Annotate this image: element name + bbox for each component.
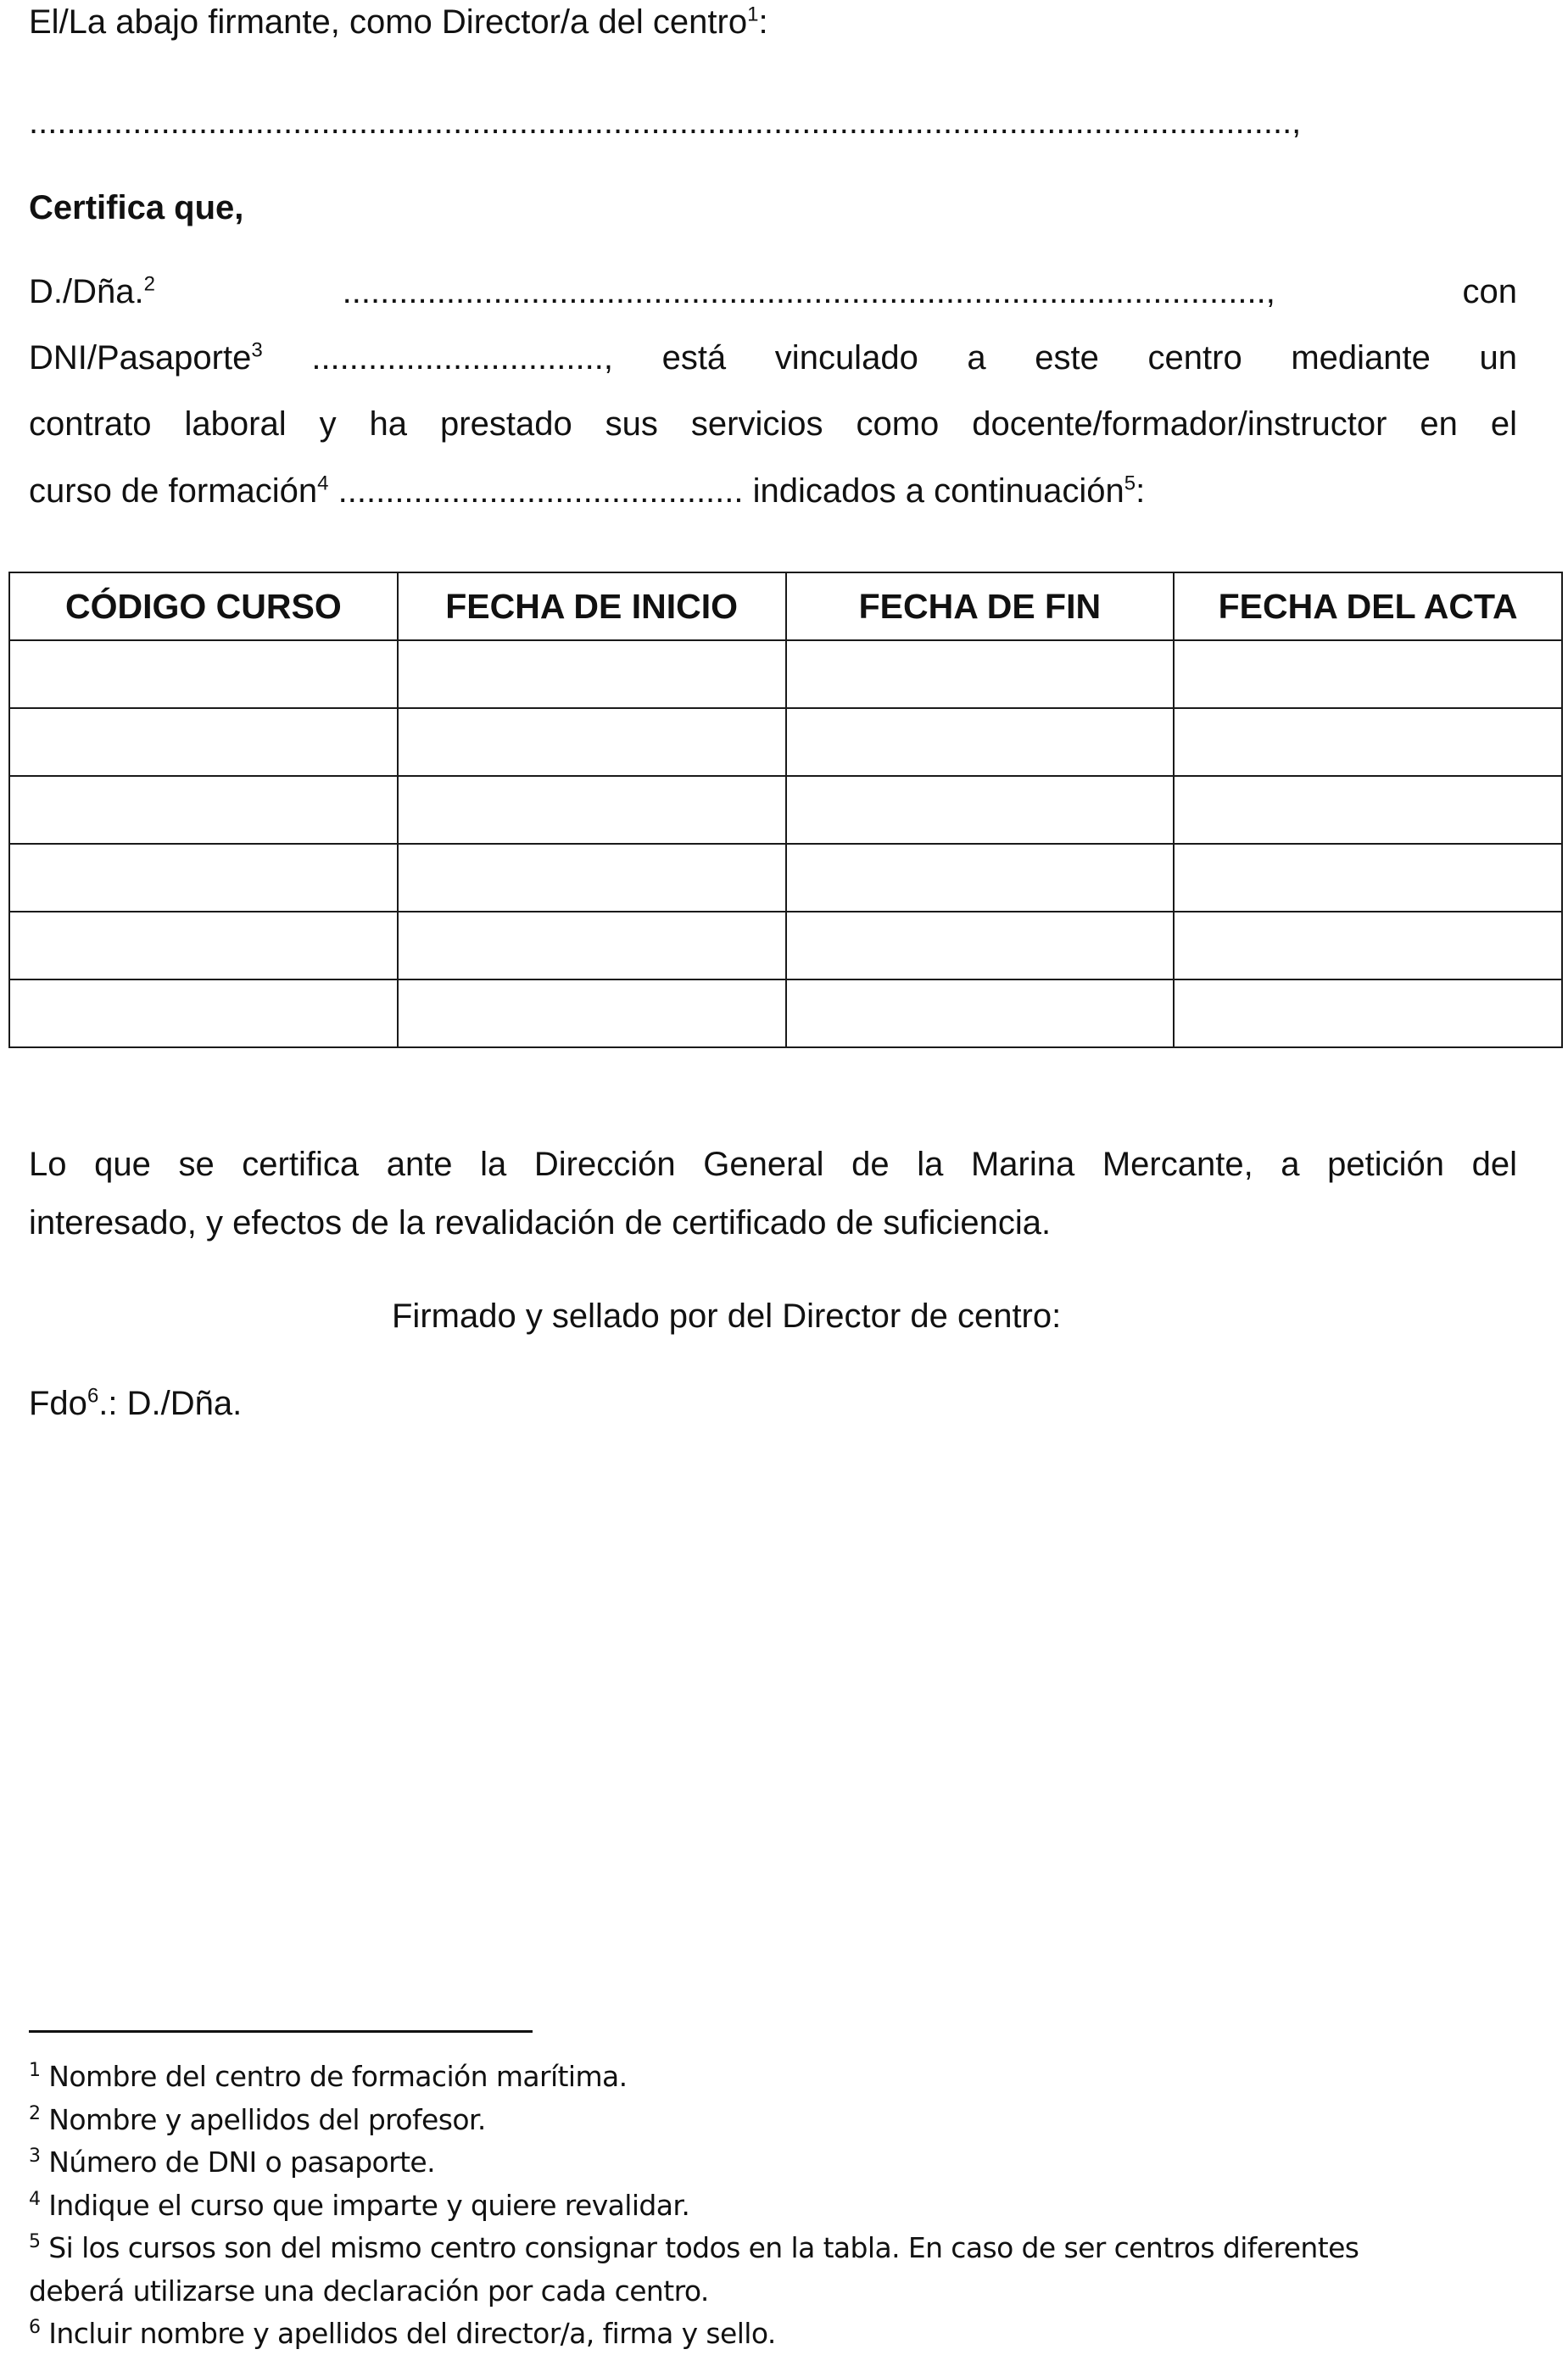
paragraph-line-2: [29, 338, 1517, 378]
footnote-number: 2: [29, 2102, 41, 2124]
footnote-item: [29, 2227, 1359, 2269]
table-cell[interactable]: [1174, 640, 1562, 708]
footnote-item: [29, 2099, 486, 2141]
table-cell[interactable]: [786, 844, 1175, 912]
certifica-heading: Certifica que,: [29, 189, 244, 226]
intro-text: El/La abajo firmante, como Director/a del centro: [29, 3, 748, 41]
table-row: [9, 844, 1562, 912]
table-cell[interactable]: [1174, 912, 1562, 979]
name-fill: ..................................................................................................,: [342, 273, 1275, 310]
footnote-ref-2: 2: [143, 272, 155, 296]
footnote-text: Si los cursos son del mismo centro consignar todos en la tabla. En caso de ser centros diferentes: [48, 2231, 1359, 2264]
table-cell[interactable]: [398, 844, 786, 912]
footnote-text: Nombre del centro de formación marítima.: [48, 2060, 628, 2093]
table-cell[interactable]: [398, 776, 786, 844]
intro-colon: :: [758, 3, 768, 41]
footnote-text: Indique el curso que imparte y quiere revalidar.: [48, 2188, 690, 2222]
table-cell[interactable]: [786, 776, 1175, 844]
footnote-number: 6: [29, 2317, 41, 2338]
footnote-text: Número de DNI o pasaporte.: [48, 2146, 436, 2179]
footnote-ref-1: 1: [747, 3, 759, 26]
courses-table: [8, 572, 1563, 1048]
table-cell[interactable]: [786, 640, 1175, 708]
dni-label: DNI/Pasaporte$^3$: [29, 338, 263, 377]
footnote-ref-3: 3: [251, 338, 263, 362]
table-row: [9, 708, 1562, 776]
table-cell[interactable]: [9, 640, 398, 708]
table-cell[interactable]: [786, 979, 1175, 1047]
table-cell[interactable]: [398, 912, 786, 979]
footnote-item: [29, 2270, 709, 2313]
closing-line-2: interesado, y efectos de la revalidación de certificado de suficiencia.: [29, 1204, 1052, 1242]
signed-by-text: Firmado y sellado por del Director de centro:: [392, 1297, 1062, 1335]
table-cell[interactable]: [9, 844, 398, 912]
footnote-ref-6: 6: [86, 1384, 99, 1408]
table-cell[interactable]: [9, 708, 398, 776]
table-cell[interactable]: [9, 776, 398, 844]
paragraph-line-1: [29, 271, 1517, 312]
curso-fill: ........................................... indicados a continuación: [338, 472, 1124, 510]
footnote-item: [29, 2056, 628, 2098]
table-row: [9, 912, 1562, 979]
footnote-item: [29, 2141, 435, 2184]
footnote-ref-5: 5: [1124, 472, 1136, 495]
table-cell[interactable]: [398, 708, 786, 776]
footnote-number: 1: [29, 2060, 41, 2081]
footnote-item: [29, 2313, 776, 2355]
footnote-text: Incluir nombre y apellidos del director/a, firma y sello.: [48, 2317, 776, 2350]
centro-fill-line: ......................................................................................................................................,: [29, 103, 1302, 141]
table-cell[interactable]: [1174, 979, 1562, 1047]
closing-line-1: Lo que se certifica ante la Dirección General de la Marina Mercante, a petición del: [29, 1146, 1517, 1183]
fdo-line: Fdo$^6$.: D./Dña.: [29, 1384, 243, 1422]
intro-line: [29, 2, 768, 42]
table-cell[interactable]: [398, 979, 786, 1047]
footnote-text: Nombre y apellidos del profesor.: [48, 2102, 486, 2136]
table-row: [9, 640, 1562, 708]
table-cell[interactable]: [1174, 708, 1562, 776]
table-cell[interactable]: [9, 912, 398, 979]
con-text: con: [1462, 273, 1517, 310]
dni-rest: ..............................., está vinculado a este centro mediante un: [311, 339, 1517, 377]
table-cell[interactable]: [9, 979, 398, 1047]
header-codigo-curso: CÓDIGO CURSO: [9, 572, 398, 640]
table-cell[interactable]: [1174, 844, 1562, 912]
table-row: [9, 776, 1562, 844]
curso-label: curso de formación: [29, 472, 318, 510]
footnote-number: 4: [29, 2188, 41, 2210]
footnote-text: deberá utilizarse una declaración por cada centro.: [29, 2274, 709, 2308]
table-body: [9, 640, 1562, 1047]
paragraph-line-4: curso de formación$^4$ ........................................... indicados a continuación$^5$:: [29, 472, 1146, 510]
footnote-separator: [29, 2030, 533, 2033]
table-cell[interactable]: [398, 640, 786, 708]
table-cell[interactable]: [786, 708, 1175, 776]
dna-label: D./Dña.$^2$: [29, 272, 155, 310]
header-fecha-inicio: FECHA DE INICIO: [398, 572, 786, 640]
table-row: [9, 979, 1562, 1047]
table-cell[interactable]: [786, 912, 1175, 979]
paragraph-line-3: contrato laboral y ha prestado sus servicios como docente/formador/instructor en el: [29, 405, 1517, 443]
header-fecha-acta: FECHA DEL ACTA: [1174, 572, 1562, 640]
table-header-row: [9, 572, 1562, 640]
footnote-item: [29, 2185, 689, 2227]
table-cell[interactable]: [1174, 776, 1562, 844]
footnote-number: 3: [29, 2146, 41, 2167]
footnote-ref-4: 4: [317, 472, 329, 495]
header-fecha-fin: FECHA DE FIN: [786, 572, 1175, 640]
footnote-number: 5: [29, 2231, 41, 2252]
